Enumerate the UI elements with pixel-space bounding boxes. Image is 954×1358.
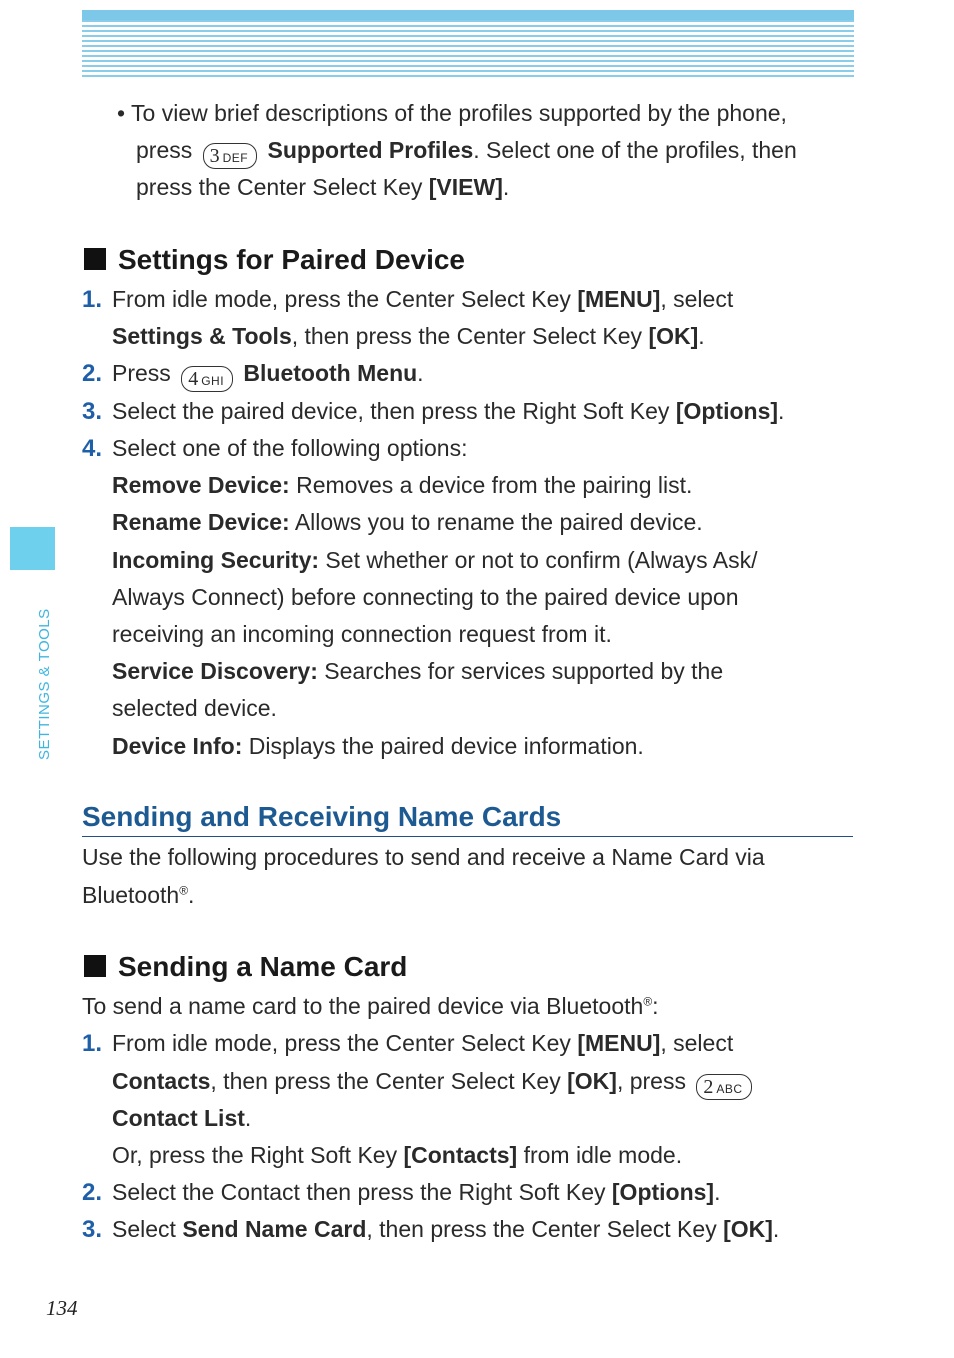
bullet-line-1: • To view brief descriptions of the profiles supported by the phone, [117, 100, 787, 126]
square-bullet-icon [84, 248, 106, 270]
step-text: From idle mode, press the Center Select Key [MENU], select [112, 1030, 734, 1056]
option-text: Always Connect) before connecting to the paired device upon [112, 584, 739, 610]
heading-paired-device: Settings for Paired Device [84, 240, 465, 280]
key-4-icon: 4 GHI [181, 366, 233, 392]
step-text: Select Send Name Card, then press the Center Select Key [OK]. [112, 1216, 780, 1242]
bullet-line-2: press 3 DEF Supported Profiles. Select one of the profiles, then [136, 137, 797, 167]
step-number: 1. [82, 1030, 103, 1057]
key-3-icon: 3 DEF [203, 143, 258, 169]
step-number: 4. [82, 435, 103, 462]
option-device-info: Device Info: Displays the paired device information. [112, 733, 644, 759]
option-text: selected device. [112, 695, 277, 721]
step-text: Contact List. [112, 1105, 252, 1131]
paragraph-line: Use the following procedures to send and receive a Name Card via [82, 844, 765, 870]
heading-sending-name-card: Sending a Name Card [84, 947, 407, 987]
step-number: 3. [82, 398, 103, 425]
square-bullet-icon [84, 955, 106, 977]
step-text: Select one of the following options: [112, 435, 468, 461]
step-text: Or, press the Right Soft Key [Contacts] from idle mode. [112, 1142, 683, 1168]
bullet-line-3: press the Center Select Key [VIEW]. [136, 174, 510, 200]
key-2-icon: 2 ABC [696, 1074, 751, 1100]
heading-name-cards: Sending and Receiving Name Cards [82, 798, 853, 837]
section-tab [10, 527, 55, 570]
option-text: receiving an incoming connection request from it. [112, 621, 612, 647]
header-decoration [82, 10, 854, 78]
paragraph-line: Bluetooth®. [82, 882, 195, 908]
step-text: Press 4 GHI Bluetooth Menu. [112, 360, 424, 390]
paragraph-line: To send a name card to the paired device via Bluetooth®: [82, 993, 659, 1019]
option-service-discovery: Service Discovery: Searches for services supported by the [112, 658, 724, 684]
step-text: Select the Contact then press the Right Soft Key [Options]. [112, 1179, 721, 1205]
step-text: Select the paired device, then press the Right Soft Key [Options]. [112, 398, 785, 424]
option-incoming-security: Incoming Security: Set whether or not to confirm (Always Ask/ [112, 547, 758, 573]
step-number: 3. [82, 1216, 103, 1243]
step-number: 2. [82, 360, 103, 387]
option-rename-device: Rename Device: Allows you to rename the paired device. [112, 509, 703, 535]
step-number: 2. [82, 1179, 103, 1206]
step-text: Settings & Tools, then press the Center Select Key [OK]. [112, 323, 705, 349]
step-text: Contacts, then press the Center Select Key [OK], press 2 ABC [112, 1063, 756, 1100]
step-number: 1. [82, 286, 103, 313]
section-label: SETTINGS & TOOLS [36, 608, 53, 760]
step-text: From idle mode, press the Center Select Key [MENU], select [112, 286, 734, 312]
page-number: 134 [46, 1296, 78, 1320]
option-remove-device: Remove Device: Removes a device from the pairing list. [112, 472, 693, 498]
